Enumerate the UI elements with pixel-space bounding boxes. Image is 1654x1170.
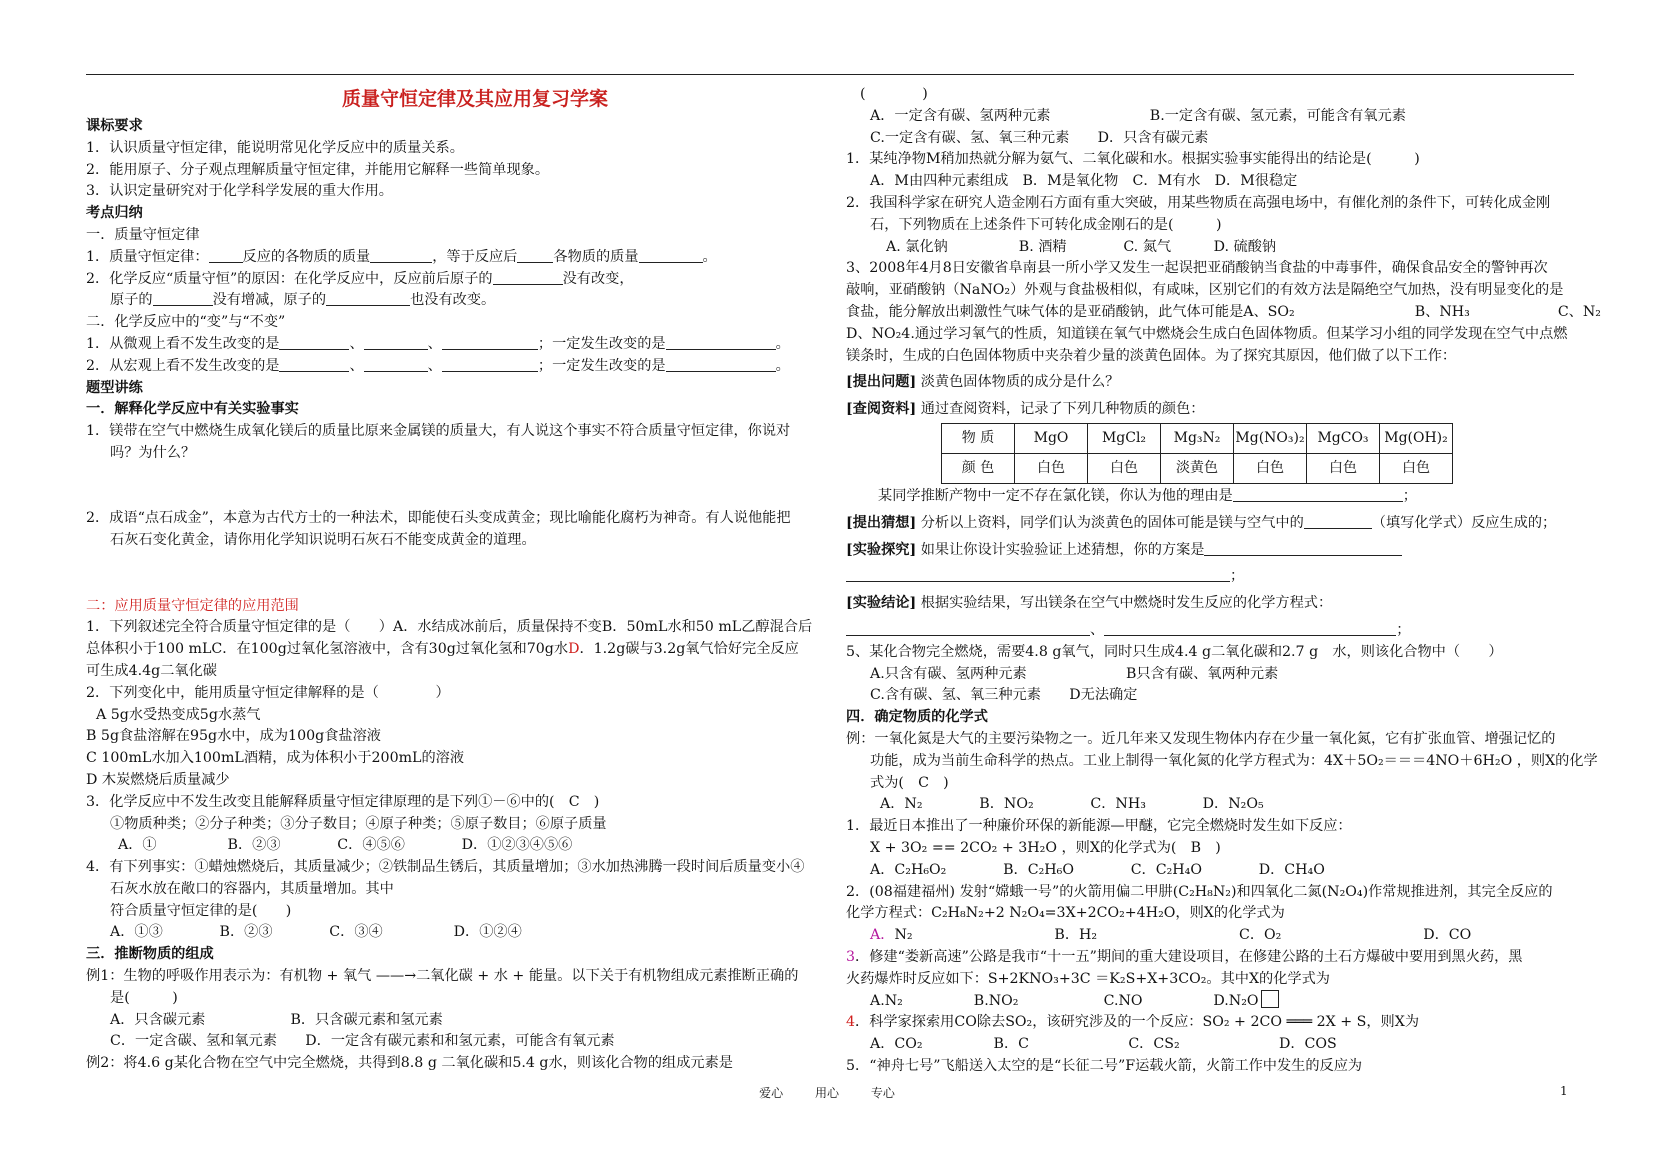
inquiry-question: [提出问题] 淡黄色固体物质的成分是什么？	[846, 374, 1120, 391]
blank-line[interactable]	[846, 566, 1230, 582]
option-line: A．一定含有碳、氢两种元素 B.一定含有碳、氢元素，可能含有氧元素	[870, 107, 1406, 124]
table-cell: Mg(NO₃)₂	[1234, 423, 1307, 453]
heading-txjl: 题型讲练	[86, 379, 143, 396]
question-line: 化学方程式：C₂H₈N₂+2 N₂O₄=3X+2CO₂+4H₂O，则X的化学式为	[846, 905, 1285, 922]
blank-line[interactable]	[639, 247, 703, 263]
table-cell: 白色	[1307, 453, 1380, 483]
blank-line[interactable]	[279, 356, 349, 372]
header-rule	[86, 74, 1574, 75]
section-heading: 一．质量守恒定律	[86, 226, 200, 243]
option-line: C 100mL水加入100mL酒精，成为体积小于200mL的溶液	[86, 750, 465, 767]
footer-text: 爱心	[759, 1086, 784, 1100]
blank-line[interactable]	[1304, 513, 1372, 529]
question-line: 石灰水放在敞口的容器内，其质量增加。其中	[110, 880, 394, 897]
option-line: A．①③ B．②③ C．③④ D．①②④	[110, 924, 522, 941]
option-line: A 5g水受热变成5g水蒸气	[96, 706, 261, 723]
kbyq-item: 2．能用原子、分子观点理解质量守恒定律，并能用它解释一些简单现象。	[86, 161, 550, 178]
question-line: 1．质量守恒定律： 反应的各物质的质量 ，等于反应后 各物质的质量 。	[86, 248, 717, 265]
table-cell: Mg(OH)₂	[1380, 423, 1453, 453]
table-cell: 白色	[1015, 453, 1088, 483]
option-line: A．① B．②③ C．④⑤⑥ D．①②③④⑤⑥	[118, 837, 573, 854]
question-line: 式为( C )	[870, 774, 949, 791]
question-line: 4．有下列事实：①蜡烛燃烧后，其质量减少；②铁制品生锈后，其质量增加；③水加热沸腾一段时间后质量变小④	[86, 859, 805, 876]
heading-kbyq: 课标要求	[86, 118, 143, 134]
question-line: 3．修建“娄新高速”公路是我市“十一五”期间的重大建设项目，在修建公路的土石方爆破中要用到黑火药，黑	[846, 948, 1523, 965]
question-line: ①物质种类；②分子种类；③分子数目；④原子种类；⑤原子数目；⑥原子质量	[110, 815, 607, 832]
table-cell: 白色	[1380, 453, 1453, 483]
question-line: 敲响，亚硝酸钠（NaNO₂）外观与食盐极相似，有咸味，区别它们的有效方法是隔绝空气加热，没有明显变化的是	[846, 282, 1564, 299]
table-cell: MgCO₃	[1307, 423, 1380, 453]
question-line: 5、某化合物完全燃烧，需要4.8 g氧气，同时只生成4.4 g二氧化碳和2.7 g 水，则该化合物中（ ）	[846, 643, 1503, 660]
question-line: 1．下列叙述完全符合质量守恒定律的是（ ）A．水结成冰前后，质量保持不变B．50mL水和50 mL乙醇混合后	[86, 619, 813, 636]
question-line: 1．镁带在空气中燃烧生成氧化镁后的质量比原来金属镁的质量大，有人说这个事实不符合质量守恒定律，你说对	[86, 423, 791, 440]
blank-line[interactable]	[493, 269, 563, 285]
question-line: 食盐，能分解放出刺激性气味气体的是亚硝酸钠，此气体可能是A、SO₂ B、NH₃ C、N₂	[846, 303, 1601, 320]
table-row	[942, 423, 1453, 453]
question-line: 3．化学反应中不发生改变且能解释质量守恒定律原理的是下列①－⑥中的( C )	[86, 793, 600, 810]
table-cell: MgCl₂	[1088, 423, 1161, 453]
table-cell: MgO	[1015, 423, 1088, 453]
option-line: A．M由四种元素组成 B．M是氧化物 C．M有水 D．M很稳定	[870, 173, 1298, 190]
option-line: C.含有碳、氢、氧三种元素 D无法确定	[870, 687, 1138, 704]
blank-line[interactable]	[279, 334, 349, 350]
question-line: X + 3O₂ == 2CO₂ + 3H₂O ，则X的化学式为( B )	[870, 839, 1221, 856]
question-line: 2．(08福建福州) 发射“嫦蛾一号”的火箭用偏二甲肼(C₂H₈N₂)和四氧化二氮(N₂O₄)作常规推进剂，其完全反应的	[846, 883, 1553, 900]
question-line: 符合质量守恒定律的是( )	[110, 902, 292, 919]
answer-line: 、 ；	[846, 620, 1576, 642]
question-line: 例2：将4.6 g某化合物在空气中完全燃烧，共得到8.8 g 二氧化碳和5.4 g水，则该化合物的组成元素是	[86, 1055, 733, 1072]
question-line: 镁条时，生成的白色固体物质中夹杂着少量的淡黄色固体。为了探究其原因，他们做了以下工作：	[846, 347, 1457, 364]
table-cell: 物 质	[942, 423, 1015, 453]
question-line: 可生成4.4g二氧化碳	[86, 662, 217, 679]
table-cell: 白色	[1234, 453, 1307, 483]
option-line: A．N₂ B．NO₂ C．NH₃ D．N₂O₅	[880, 796, 1264, 813]
blank-line[interactable]	[364, 356, 428, 372]
blank-line[interactable]	[666, 356, 776, 372]
question-line: D、NO₂4.通过学习氧气的性质，知道镁在氧气中燃烧会生成白色固体物质。但某学习小组的同学发现在空气中点燃	[846, 325, 1568, 342]
answer-line: ；	[846, 566, 1576, 588]
page-title: 质量守恒定律及其应用复习学案	[341, 88, 608, 110]
question-line: 2．化学反应“质量守恒”的原因：在化学反应中，反应前后原子的 没有改变，	[86, 270, 634, 287]
footer-text: 专心	[870, 1086, 895, 1100]
section-heading: 四．确定物质的化学式	[846, 709, 988, 726]
question-line: 石灰石变化黄金，请你用化学知识说明石灰石不能变成黄金的道理。	[110, 532, 536, 549]
table-cell: 颜 色	[942, 453, 1015, 483]
table-row	[942, 453, 1453, 483]
footer-text: 用心	[814, 1086, 839, 1100]
question-line: 石，下列物质在上述条件下可转化成金刚石的是( )	[870, 216, 1222, 233]
empty-box	[1261, 990, 1279, 1008]
blank-line[interactable]	[209, 247, 243, 263]
table-cell: 白色	[1088, 453, 1161, 483]
blank-line[interactable]	[442, 356, 538, 372]
kbyq-item: 3．认识定量研究对于化学科学发展的重大作用。	[86, 183, 393, 200]
blank-line[interactable]	[517, 247, 553, 263]
blank-line[interactable]	[1104, 620, 1396, 636]
question-line: 例：一氧化氮是大气的主要污染物之一。近几年来又发现生物体内存在少量一氧化氮，它有扩张血管、增强记忆的	[846, 730, 1556, 747]
page-footer	[0, 1084, 1654, 1101]
section-heading: 三．推断物质的组成	[86, 946, 214, 963]
section-heading: 二．化学反应中的“变”与“不变”	[86, 314, 286, 331]
question-line: 2．从宏观上看不发生改变的是 、 、 ；一定发生改变的是 。	[86, 357, 790, 374]
blank-line[interactable]	[442, 334, 538, 350]
inquiry-conclusion: [实验结论] 根据实验结果，写出镁条在空气中燃烧时发生反应的化学方程式：	[846, 595, 1333, 612]
section-heading: 一．解释化学反应中有关实验事实	[86, 401, 299, 418]
blank-line[interactable]	[326, 290, 410, 306]
option-line: A.N₂ B.NO₂ C.NO D.N₂O	[846, 990, 1576, 1012]
blank-line[interactable]	[1204, 540, 1402, 556]
heading-kdgn: 考点归纳	[86, 205, 143, 222]
right-column	[846, 84, 1601, 1078]
question-line: 例1：生物的呼吸作用表示为：有机物 + 氧气 ——→二氧化碳 + 水 + 能量。以下关于有机物组成元素推断正确的	[86, 968, 799, 985]
option-line: A．只含碳元素 B．只含碳元素和氢元素	[110, 1011, 443, 1028]
blank-line[interactable]	[370, 247, 432, 263]
table-cell: 淡黄色	[1161, 453, 1234, 483]
question-line: 火药爆炸时反应如下：S+2KNO₃+3C ＝K₂S+X+3CO₂。其中X的化学式为	[846, 970, 1330, 987]
kbyq-item: 1．认识质量守恒定律，能说明常见化学反应中的质量关系。	[86, 139, 464, 156]
answer-bracket: ( )	[860, 86, 928, 102]
option-line: A．CO₂ B．C C．CS₂ D．COS	[870, 1036, 1337, 1053]
question-line: 吗？为什么？	[110, 444, 196, 461]
question-line: 2．我国科学家在研究人造金刚石方面有重大突破，用某些物质在高强电场中，有催化剂的条件下，可转化成金刚	[846, 194, 1551, 211]
question-line: 2．成语“点石成金”，本意为古代方士的一种法术，即能使石头变成黄金；现比喻能化腐朽为神奇。有人说他能把	[86, 510, 791, 527]
question-line: 3、2008年4月8日安徽省阜南县一所小学又发生一起误把亚硝酸钠当食盐的中毒事件，确保食品安全的警钟再次	[846, 260, 1548, 277]
question-line: 1．从微观上看不发生改变的是 、 、 ；一定发生改变的是 。	[86, 335, 790, 352]
page-number: 1	[1560, 1084, 1568, 1098]
question-line: 某同学推断产物中一定不存在氯化镁，你认为他的理由是 ；	[878, 487, 1417, 504]
section-heading: 二：应用质量守恒定律的应用范围	[86, 597, 299, 614]
blank-line[interactable]	[846, 620, 1090, 636]
option-line: A.只含有碳、氢两种元素 B只含有碳、氧两种元素	[870, 665, 1279, 682]
question-line: 5．“神舟七号”飞船送入太空的是“长征二号”F运载火箭，火箭工作中发生的反应为	[846, 1057, 1363, 1074]
color-table	[941, 423, 1453, 484]
question-line: 原子的 没有增减，原子的 也没有改变。	[110, 292, 496, 309]
option-line: C.一定含有碳、氢、氧三种元素 D．只含有碳元素	[870, 129, 1209, 146]
option-line: A．C₂H₆O₂ B．C₂H₆O C．C₂H₄O D．CH₄O	[870, 861, 1325, 878]
option-line: D 木炭燃烧后质量减少	[86, 771, 230, 788]
table-cell: Mg₃N₂	[1161, 423, 1234, 453]
option-line: C．一定含碳、氢和氧元素 D．一定含有碳元素和和氢元素，可能含有氧元素	[110, 1033, 615, 1050]
option-line: B 5g食盐溶解在95g水中，成为100g食盐溶液	[86, 728, 381, 745]
question-line: 1．某纯净物M稍加热就分解为氨气、二氧化碳和水。根据实验事实能得出的结论是( )	[846, 151, 1420, 168]
blank-line[interactable]	[666, 334, 776, 350]
question-line: 功能，成为当前生命科学的热点。工业上制得一氧化氮的化学方程式为：4X＋5O₂＝＝＝4NO＋6H₂O ，则X的化学	[870, 752, 1598, 769]
inquiry-experiment: [实验探究] 如果让你设计实验验证上述猜想，你的方案是	[846, 540, 1576, 562]
option-line: A．N₂ B．H₂ C．O₂ D．CO	[870, 927, 1472, 944]
option-line: A. 氯化钠 B. 酒精 C. 氮气 D. 硫酸钠	[886, 238, 1277, 255]
blank-line[interactable]	[153, 290, 213, 306]
left-column	[86, 84, 824, 1075]
inquiry-hypothesis: [提出猜想] 分析以上资料，同学们认为淡黄色的固体可能是镁与空气中的 （填写化学式）反应生成的；	[846, 514, 1557, 531]
blank-line[interactable]	[1233, 486, 1403, 502]
inquiry-material: [查阅资料] 通过查阅资料，记录了下列几种物质的颜色：	[846, 401, 1205, 418]
question-line: 4．科学家探索用CO除去SO₂，该研究涉及的一个反应：SO₂ + 2CO ═══ 2X + S，则X为	[846, 1014, 1420, 1031]
blank-line[interactable]	[364, 334, 428, 350]
question-line: 总体积小于100 mLC．在100g过氧化氢溶液中，含有30g过氧化氢和70g水D．1.2g碳与3.2g氧气恰好完全反应	[86, 641, 799, 658]
question-line: 1．最近日本推出了一种廉价环保的新能源—甲醚，它完全燃烧时发生如下反应：	[846, 818, 1352, 835]
question-line: 2．下列变化中，能用质量守恒定律解释的是（ ）	[86, 684, 450, 701]
question-line: 是( )	[110, 989, 178, 1006]
